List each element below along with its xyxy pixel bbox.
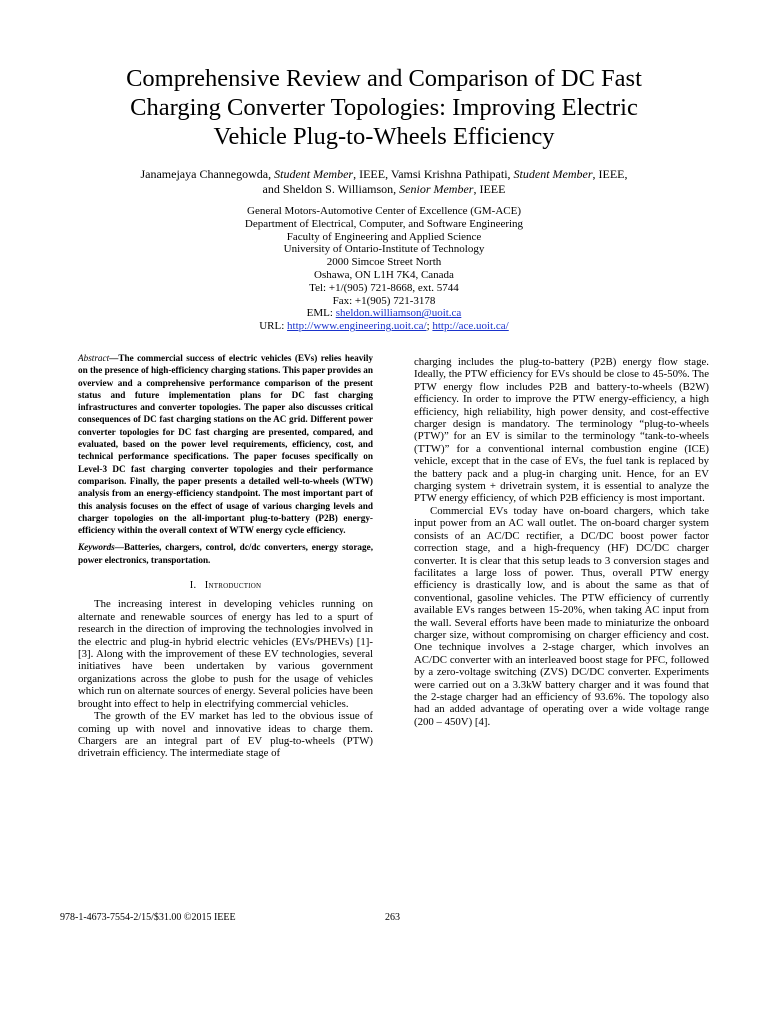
author-2-org: , IEEE xyxy=(592,167,625,181)
footer-isbn: 978-1-4673-7554-2/15/$31.00 ©2015 IEEE xyxy=(60,912,236,923)
section-number: I. xyxy=(189,580,197,592)
section-title: Introduction xyxy=(204,580,262,592)
body-paragraph-3: charging includes the plug-to-battery (P2B) energy flow stage. Ideally, the PTW efficiency for EVs should be close to 45-50%. The PTW energy flow includes P2B and battery-to-wheels (B2W) efficiency. In order to improve the PTW energy-efficiency, a high efficiency, high reliability, high power density, and cost-effective charger design is mandatory. The terminology “plug-to-wheels (PTW)” for an EV is similar to the terminology “tank-to-wheels (TTW)” for a conventional internal combustion engine (ICE) vehicle, except that in the case of EVs, the fuel tank is replaced by the battery pack and a plug-in charging unit. Hence, for an EV charging system + drivetrain system, it is essential to analyze the PTW energy efficiency, of which P2B efficiency is most important. xyxy=(414,356,709,505)
url-link-engineering[interactable]: http://www.engineering.uoit.ca/ xyxy=(287,320,427,333)
right-column xyxy=(414,356,709,728)
url-line xyxy=(150,320,618,333)
author-1-org: , IEEE xyxy=(353,167,386,181)
abstract xyxy=(78,352,373,536)
paper-title xyxy=(60,64,708,151)
author-3-name: and Sheldon S. Williamson, xyxy=(262,182,400,196)
affiliation-line: Faculty of Engineering and Applied Science xyxy=(286,230,482,243)
abstract-label: Abstract xyxy=(78,353,110,363)
affiliation-block xyxy=(150,205,618,333)
url-link-ace[interactable]: http://ace.uoit.ca/ xyxy=(432,320,509,333)
author-3-org: , IEEE xyxy=(473,182,506,196)
author-2-name: , Vamsi Krishna Pathipati, xyxy=(385,167,514,181)
keywords-label: Keywords xyxy=(78,542,115,553)
author-line-2 xyxy=(80,182,688,197)
author-2-role: Student Member xyxy=(513,167,593,181)
left-column xyxy=(78,352,373,760)
affiliation-line: Fax: +1(905) 721-3178 xyxy=(332,294,436,307)
email-link[interactable]: sheldon.williamson@uoit.ca xyxy=(335,307,462,320)
author-separator: , xyxy=(624,167,628,181)
author-list xyxy=(80,167,688,197)
affiliation-line: General Motors-Automotive Center of Excellence (GM-ACE) xyxy=(247,205,521,217)
affiliation-line: Department of Electrical, Computer, and Software Engineering xyxy=(244,217,524,230)
title-line-1: Comprehensive Review and Comparison of DC Fast xyxy=(126,65,642,92)
abstract-text: —The commercial success of electric vehicles (EVs) relies heavily on the presence of high-efficiency charging stations. This paper provides an overview and a comprehensive performance comparison of the present status and future implementation plans for DC fast charging infrastructures and converter topologies. The paper also discusses critical consequences of DC fast charging stations on the AC grid. Different power converter topologies for DC fast charging are presented, compared, and evaluated, based on the power level requirements, efficiency, cost, and technical performance specifications. The paper focuses specifically on Level-3 DC fast charging converter topologies and their performance comparison. Finally, the paper presents a detailed well-to-wheels (WTW) analysis from an energy-efficiency standpoint. The most important part of this analysis focuses on the effect of usage of various charging levels and charger topologies on the all-important plug-to-battery (P2B) energy-efficiency within the overall context of WTW energy cycle efficiency. xyxy=(78,353,373,536)
body-paragraph-4: Commercial EVs today have on-board chargers, which take input power from an AC wall outlet. The on-board charger system consists of an AC/DC rectifier, a DC/DC boost power factor correction stage, and a high-frequency (HF) DC/DC charger converter. It is clear that this setup leads to 3 conversion stages and facilitates a large loss of power. Thus, overall PTW energy efficiency is drastically low, and is about the same as that of conventional, gasoline vehicles. The PTW efficiency of currently available EVs ranges between 15-20%, when taking AC input from the wall. Several efforts have been made to miniaturize the onboard charger size, without compromising on charger efficiency and cost. One technique involves a 2-stage charger, which involves an AC/DC converter with an interleaved boost stage for PFC, followed by a zero-voltage switching (ZVS) DC/DC converter. Experiments were carried out on a 3.3kW battery charger and it was found that the 2-stage charger had an efficiency of 93.6%. The topology also had an added advantage of operating over a wide voltage range (200 – 450V) [4]. xyxy=(414,504,709,728)
keywords xyxy=(78,541,373,566)
body-paragraph-1: The increasing interest in developing vehicles running on alternate and renewable sources of energy has led to a spurt of research in the direction of improving the technologies involved in the electric and plug-in hybrid electric vehicles (EVs/PHEVs) [1]-[3]. Along with the improvement of these EV technologies, several initiatives have been undertaken by various government organizations across the globe to push for the usage of vehicles which run on alternate sources of energy. Several policies have been brought into effect to help in electrifying commercial vehicles. xyxy=(78,598,374,710)
page-number: 263 xyxy=(385,912,400,923)
affiliation-line: 2000 Simcoe Street North xyxy=(326,256,442,269)
body-paragraph-2: The growth of the EV market has led to the obvious issue of coming up with novel and innovative ideas to charge them. Chargers are an integral part of EV plug-to-wheels (PTW) drivetrain efficiency. The intermediate stage of xyxy=(78,710,373,760)
url-separator: ; xyxy=(426,320,433,333)
author-1-name: Janamejaya Channegowda, xyxy=(140,167,275,181)
url-label: URL: xyxy=(259,320,288,333)
email-line xyxy=(150,307,618,320)
author-line-1 xyxy=(80,167,688,182)
affiliation-line: Oshawa, ON L1H 7K4, Canada xyxy=(314,268,454,281)
keywords-text: —Batteries, chargers, control, dc/dc converters, energy storage, power electronics, transportation. xyxy=(78,542,373,565)
author-3-role: Senior Member xyxy=(399,182,474,196)
author-1-role: Student Member xyxy=(274,167,354,181)
title-line-2: Charging Converter Topologies: Improving Electric xyxy=(130,94,638,121)
section-heading-introduction xyxy=(78,580,373,592)
affiliation-line: Tel: +1/(905) 721-8668, ext. 5744 xyxy=(309,281,459,294)
email-label: EML: xyxy=(306,307,336,320)
title-line-3: Vehicle Plug-to-Wheels Efficiency xyxy=(213,123,555,150)
affiliation-line: University of Ontario-Institute of Technology xyxy=(283,243,485,256)
